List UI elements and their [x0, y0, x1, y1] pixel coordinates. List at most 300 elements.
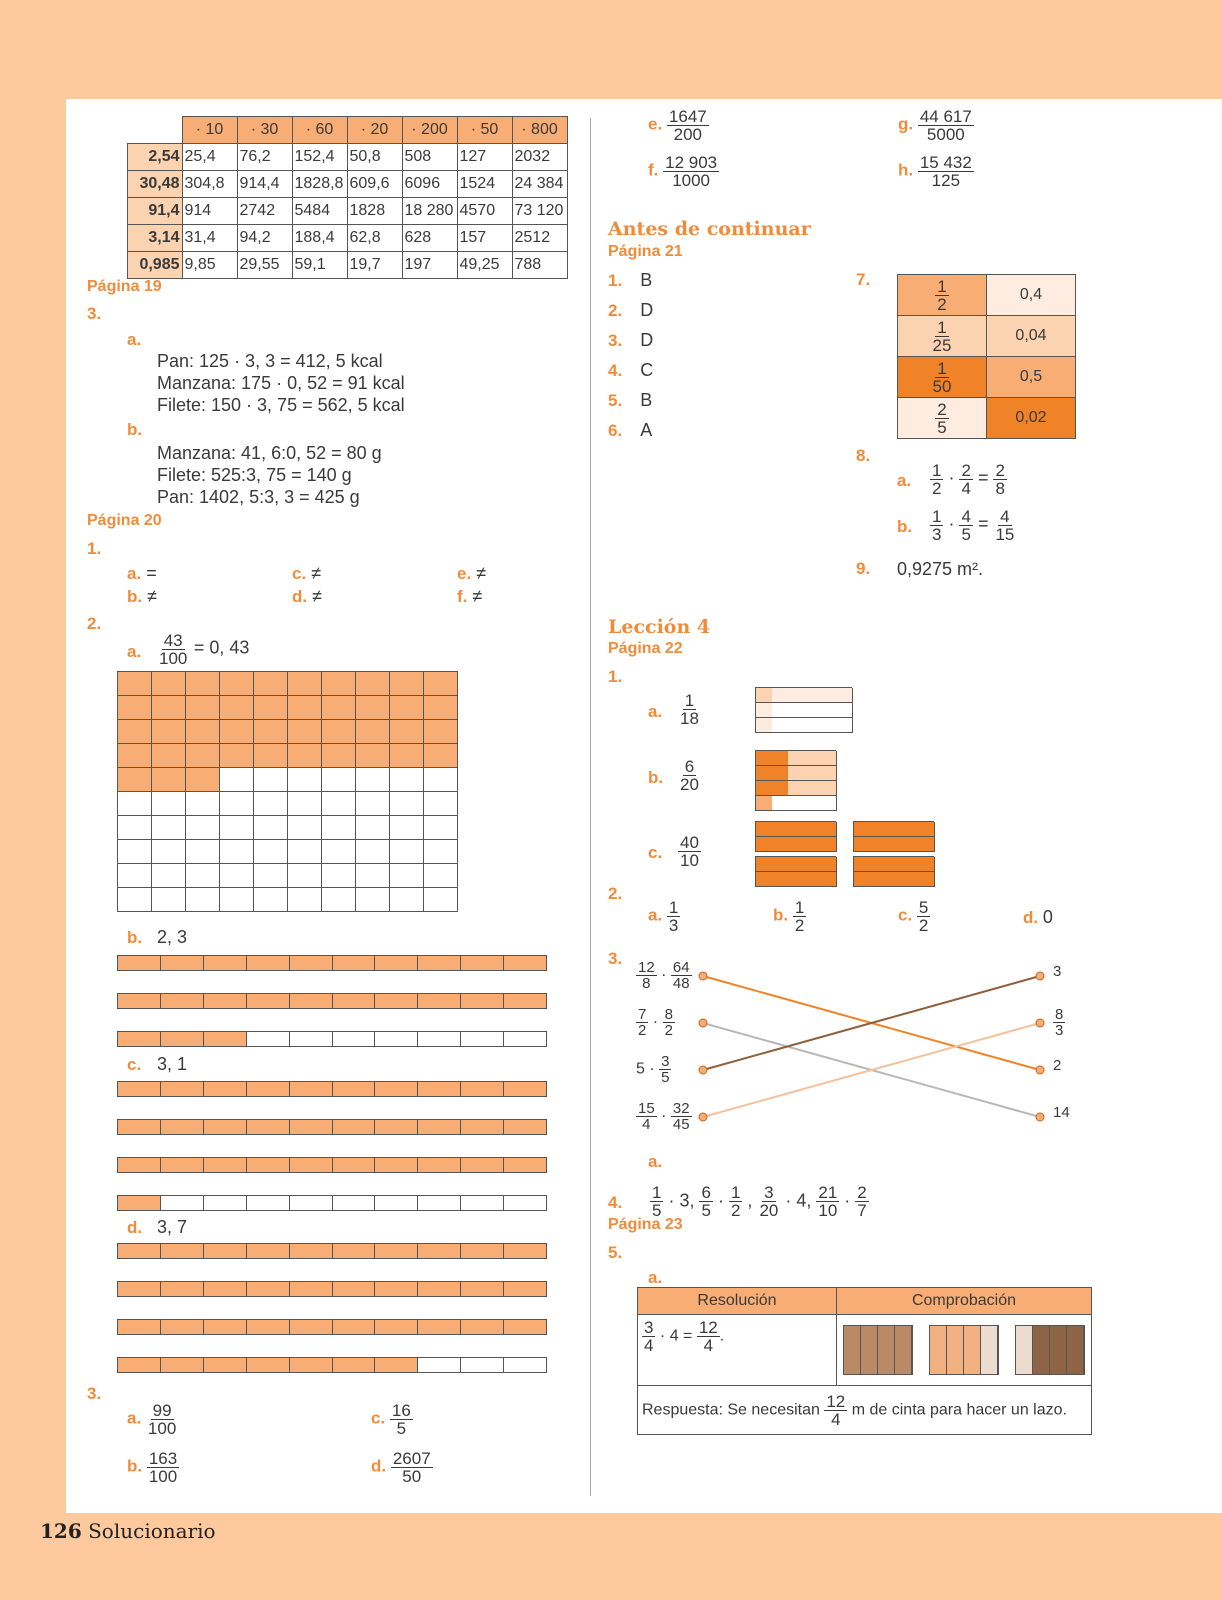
- matching-dot: [1036, 1066, 1044, 1074]
- table-cell: 157: [457, 225, 512, 252]
- grid-cell: [186, 864, 220, 888]
- bar-cell: [118, 1082, 161, 1096]
- mini-cell: [788, 837, 805, 852]
- mini-cell: [836, 718, 853, 733]
- bar-cell: [161, 1244, 204, 1258]
- mini-grid: [853, 856, 934, 887]
- numerator: 1: [668, 898, 679, 917]
- table-cell: 62,8: [347, 225, 402, 252]
- grid-cell: [390, 864, 424, 888]
- strip-cell: [878, 1326, 895, 1374]
- matching-left-item: [636, 1101, 692, 1132]
- answer-number: 5.: [608, 391, 623, 410]
- mini-cell: [836, 688, 853, 703]
- mini-cell: [804, 796, 821, 811]
- check-strip: [1015, 1325, 1085, 1375]
- mini-cell: [772, 837, 789, 852]
- operator: =: [972, 513, 994, 534]
- grid-cell: [152, 888, 186, 912]
- bar-cell: [161, 1082, 204, 1096]
- fraction: [918, 154, 974, 189]
- numerator: 12 903: [665, 153, 718, 172]
- right-top-fractions: [648, 108, 1048, 198]
- denominator: 2: [638, 1022, 647, 1039]
- fraction: [959, 508, 972, 543]
- answer-label: b.: [127, 587, 143, 606]
- bar-cell: [333, 994, 376, 1008]
- mini-cell: [804, 837, 821, 852]
- mini-cell: [918, 872, 935, 887]
- grid-cell: [118, 696, 152, 720]
- grid-cell: [424, 744, 458, 768]
- mini-cell: [804, 781, 821, 796]
- bar-cell: [290, 1244, 333, 1258]
- mini-cell: [804, 822, 821, 837]
- mini-cell: [756, 688, 773, 703]
- denominator: 1000: [672, 171, 711, 190]
- table-cell: 49,25: [457, 252, 512, 279]
- bar-cell: [461, 1282, 504, 1296]
- fraction-answer: [648, 108, 709, 143]
- mini-cell: [756, 857, 773, 872]
- numerator: 43: [163, 631, 183, 650]
- grid-cell: [288, 888, 322, 912]
- answer-value: B: [640, 390, 653, 410]
- bar-cell: [204, 1320, 247, 1334]
- fraction: [816, 1184, 839, 1219]
- grid-cell: [322, 720, 356, 744]
- mini-cell: [820, 688, 837, 703]
- bar-cell: [204, 1196, 247, 1210]
- bar-cell: [247, 994, 290, 1008]
- numerator: 2: [995, 461, 1005, 480]
- grid-cell: [424, 888, 458, 912]
- check-strip: [843, 1325, 913, 1375]
- answer-row: [608, 330, 653, 360]
- grid-cell: [322, 696, 356, 720]
- table-cell: 197: [402, 252, 457, 279]
- bar-cell: [418, 1282, 461, 1296]
- grid-cell: [220, 768, 254, 792]
- mini-cell: [772, 857, 789, 872]
- grid-cell: [254, 672, 288, 696]
- answer-label: d.: [371, 1456, 391, 1476]
- grid-cell: [356, 792, 390, 816]
- mini-cell: [820, 837, 837, 852]
- p19-item-a-label: a.: [127, 330, 142, 349]
- mini-cell: [756, 837, 773, 852]
- grid-cell: [220, 840, 254, 864]
- numerator: 64: [672, 959, 690, 976]
- fraction: [931, 360, 954, 395]
- fraction: [663, 154, 719, 189]
- p19-item-b-text: [157, 442, 382, 508]
- bar-cell: [504, 1196, 546, 1210]
- grid-cell: [118, 792, 152, 816]
- table-cell: 1828: [347, 198, 402, 225]
- answer-label: g.: [898, 114, 918, 134]
- operator: =: [972, 467, 994, 488]
- denominator: 2: [932, 479, 942, 498]
- grid-cell: [254, 792, 288, 816]
- grid-cell: [288, 816, 322, 840]
- bar-cell: [204, 1358, 247, 1372]
- numerator: 1: [932, 461, 942, 480]
- line: Filete: 525:3, 75 = 140 g: [157, 465, 352, 485]
- text-part: ·: [712, 1190, 729, 1211]
- grid-cell: [186, 768, 220, 792]
- mini-cell: [788, 751, 805, 766]
- table-cell: 914: [182, 198, 237, 225]
- q5-check-cell: [837, 1315, 1092, 1386]
- bar-cell: [290, 1158, 333, 1172]
- grid-cell: [118, 840, 152, 864]
- numerator: 8: [664, 1006, 673, 1023]
- matching-right-item: [1053, 1101, 1070, 1125]
- mini-cell: [756, 703, 773, 718]
- grid-cell: [288, 840, 322, 864]
- bar-cell: [204, 956, 247, 970]
- strip-cell: [895, 1326, 912, 1374]
- matching-dot: [699, 1019, 707, 1027]
- numerator: 4: [961, 507, 971, 526]
- bar-cell: [504, 1082, 546, 1096]
- grid-cell: [186, 840, 220, 864]
- answer-value: ≠: [142, 586, 157, 606]
- bar-cell: [118, 1358, 161, 1372]
- grid-cell: [424, 672, 458, 696]
- page-number: 126: [40, 1519, 82, 1543]
- grid-cell: [288, 744, 322, 768]
- p20-q2c-value: 3, 1: [157, 1054, 188, 1074]
- q8a-expression: [930, 462, 1007, 497]
- bar-cell: [375, 1282, 418, 1296]
- footer: [40, 1519, 216, 1543]
- number: 14: [1053, 1104, 1070, 1121]
- table-cell: 25,4: [182, 144, 237, 171]
- mini-cell: [788, 718, 805, 733]
- multiplication-table: [127, 116, 568, 279]
- fraction-answer: [898, 154, 974, 189]
- grid-cell: [424, 840, 458, 864]
- bar-cell: [461, 1244, 504, 1258]
- mini-cell: [804, 751, 821, 766]
- l-q1a-fraction: [678, 692, 701, 727]
- bar-cell: [118, 1282, 161, 1296]
- equation: · 4 =: [659, 1327, 693, 1345]
- bar-strip: [117, 1319, 547, 1335]
- table-row: [128, 198, 568, 225]
- q7-value-cell: 0,4: [987, 275, 1076, 316]
- numerator: 1: [652, 1183, 662, 1202]
- table-cell: 19,7: [347, 252, 402, 279]
- denominator: 5: [701, 1201, 711, 1220]
- mini-cell: [756, 822, 773, 837]
- bar-cell: [375, 1120, 418, 1134]
- denominator: 4: [961, 479, 971, 498]
- bar-cell: [161, 994, 204, 1008]
- grid-cell: [322, 888, 356, 912]
- table-cell: 73 120: [512, 198, 567, 225]
- bars-3-1: [117, 1081, 547, 1233]
- grid-cell: [356, 744, 390, 768]
- p19-question-3: 3.: [87, 304, 102, 323]
- strip-cell: [1033, 1326, 1050, 1374]
- grid-cell: [424, 864, 458, 888]
- denominator: 2: [937, 294, 947, 314]
- bar-cell: [161, 1196, 204, 1210]
- mini-cell: [804, 872, 821, 887]
- bar-cell: [418, 1196, 461, 1210]
- bars-3-7: [117, 1243, 547, 1395]
- numerator: 1647: [668, 107, 707, 126]
- bar-cell: [418, 1082, 461, 1096]
- answer-value: A: [640, 420, 653, 440]
- p20-q2a-label: a.: [127, 642, 142, 661]
- mini-cell: [870, 822, 887, 837]
- p20-q2d-label: d.: [127, 1218, 143, 1237]
- strip-cell: [947, 1326, 964, 1374]
- leccion-title: Lección 4: [608, 616, 711, 638]
- answer-value: B: [640, 270, 653, 290]
- denominator: 18: [680, 709, 699, 728]
- bar-cell: [247, 1120, 290, 1134]
- mini-cell: [870, 872, 887, 887]
- bar-cell: [118, 1196, 161, 1210]
- q8b-label: b.: [897, 517, 913, 536]
- bar-cell: [461, 1358, 504, 1372]
- answer-label: a.: [648, 905, 667, 925]
- matching-right-item: [1053, 1054, 1061, 1078]
- l-q2-answers: [648, 899, 1088, 939]
- antes-title: Antes de continuar: [608, 218, 811, 240]
- q9-label: 9.: [856, 559, 871, 578]
- bar-cell: [418, 1158, 461, 1172]
- bar-cell: [375, 1320, 418, 1334]
- fraction-answer: [898, 108, 974, 143]
- denominator: 2: [664, 1022, 673, 1039]
- matching-dot: [699, 1066, 707, 1074]
- answer-value: D: [640, 300, 654, 320]
- bar-cell: [290, 1320, 333, 1334]
- fraction: [993, 462, 1006, 497]
- numerator: 2607: [392, 1449, 431, 1468]
- strip-cell: [964, 1326, 981, 1374]
- grid-cell: [186, 672, 220, 696]
- table-cell: 127: [457, 144, 512, 171]
- denominator: 8: [642, 975, 651, 992]
- bars-2-3: [117, 955, 547, 1069]
- number: 2: [1053, 1057, 1062, 1074]
- table-cell: 1524: [457, 171, 512, 198]
- denominator: 4: [642, 1116, 651, 1133]
- grid-cell: [424, 816, 458, 840]
- bar-cell: [375, 994, 418, 1008]
- bar-cell: [333, 1244, 376, 1258]
- mini-cell: [756, 781, 773, 796]
- denominator: 100: [148, 1467, 178, 1486]
- answer-value: ≠: [307, 586, 322, 606]
- grid-cell: [186, 744, 220, 768]
- bar-cell: [161, 1158, 204, 1172]
- numerator: 6: [701, 1183, 711, 1202]
- fraction: [671, 960, 692, 991]
- grid-cell: [186, 720, 220, 744]
- grid-cell: [390, 816, 424, 840]
- grid-cell: [390, 744, 424, 768]
- denominator: 10: [680, 851, 699, 870]
- grid-cell: [254, 816, 288, 840]
- strip-cell: [930, 1326, 947, 1374]
- grid-cell: [288, 720, 322, 744]
- fraction: [855, 1184, 868, 1219]
- grid-cell: [288, 864, 322, 888]
- fraction: [918, 108, 974, 143]
- table-header: · 800: [512, 117, 567, 144]
- table-header: · 200: [402, 117, 457, 144]
- bar-cell: [504, 1032, 546, 1046]
- answer-value: ≠: [471, 563, 487, 583]
- mini-grid: [853, 821, 934, 852]
- line: Pan: 125 · 3, 3 = 412, 5 kcal: [157, 351, 383, 371]
- bar-cell: [204, 1282, 247, 1296]
- mini-cell: [756, 766, 773, 781]
- answer-row: [608, 420, 653, 450]
- bar-cell: [504, 1282, 546, 1296]
- grid-cell: [220, 720, 254, 744]
- number: 3: [1053, 963, 1062, 980]
- bar-cell: [290, 1120, 333, 1134]
- mini-cell: [804, 718, 821, 733]
- table-cell: 152,4: [292, 144, 347, 171]
- numerator: 163: [148, 1449, 178, 1468]
- grid-cell: [424, 696, 458, 720]
- answer-row: [608, 270, 653, 300]
- matching-left-item: [636, 1007, 675, 1038]
- answer-label: e.: [648, 114, 667, 134]
- denominator: 2: [794, 916, 805, 935]
- matching-right-item: [1053, 960, 1061, 984]
- grid-cell: [254, 888, 288, 912]
- l-q1-label: 1.: [608, 667, 623, 686]
- bar-cell: [418, 1120, 461, 1134]
- fraction: [1053, 1007, 1065, 1038]
- q5-table-wrapper: [637, 1287, 1092, 1435]
- grid-cell: [220, 696, 254, 720]
- table-cell: 508: [402, 144, 457, 171]
- bar-cell: [333, 1120, 376, 1134]
- denominator: 3: [668, 916, 679, 935]
- mini-cell: [788, 781, 805, 796]
- p20-q2b-label: b.: [127, 928, 143, 947]
- bar-cell: [247, 1082, 290, 1096]
- fraction: [157, 632, 189, 667]
- multiplication-table-wrapper: [127, 116, 568, 279]
- numerator: 40: [680, 833, 699, 852]
- bar-cell: [375, 1158, 418, 1172]
- grid-cell: [220, 888, 254, 912]
- q3-answer: [371, 1450, 433, 1485]
- l-q1c-fraction: [678, 834, 701, 869]
- q1-answer: [127, 586, 157, 607]
- fraction: [793, 899, 806, 934]
- mini-cell: [804, 688, 821, 703]
- table-cell: 2032: [512, 144, 567, 171]
- numerator: 1: [684, 691, 695, 710]
- q7-row: [898, 316, 1076, 357]
- bar-cell: [504, 956, 546, 970]
- fraction: [667, 108, 709, 143]
- matching-diagram: [630, 955, 1100, 1135]
- grid-cell: [118, 672, 152, 696]
- bar-cell: [504, 1158, 546, 1172]
- bar-strip: [117, 1357, 547, 1373]
- mini-grid: [755, 856, 836, 887]
- p20-q2d-value: 3, 7: [157, 1217, 188, 1237]
- table-cell: 18 280: [402, 198, 457, 225]
- bar-strip: [117, 955, 547, 971]
- bar-cell: [418, 956, 461, 970]
- q9-value: 0,9275 m².: [897, 559, 984, 579]
- bar-cell: [461, 1320, 504, 1334]
- grid-cell: [356, 720, 390, 744]
- mini-cell: [772, 703, 789, 718]
- answer-label: c.: [898, 905, 917, 925]
- grid-cell: [118, 720, 152, 744]
- mini-cell: [854, 837, 871, 852]
- q5-head-resolucion: Resolución: [638, 1288, 837, 1315]
- numerator: 15 432: [919, 153, 972, 172]
- answer-label: f.: [648, 160, 664, 180]
- q5-table: [637, 1287, 1092, 1435]
- bar-cell: [204, 1032, 247, 1046]
- grid-cell: [322, 864, 356, 888]
- table-cell: 76,2: [237, 144, 292, 171]
- grid-cell: [152, 768, 186, 792]
- mini-cell: [870, 837, 887, 852]
- answer-value: 0: [1042, 907, 1053, 927]
- answer-label: d.: [1023, 908, 1043, 927]
- mini-cell: [918, 837, 935, 852]
- numerator: 21: [818, 1183, 838, 1202]
- p20-question-1: 1.: [87, 539, 102, 558]
- denominator: 5000: [926, 125, 965, 144]
- numerator: 8: [1055, 1006, 1064, 1023]
- grid-cell: [356, 864, 390, 888]
- bar-cell: [118, 1120, 161, 1134]
- l-q4-expression: [650, 1184, 869, 1219]
- grid-cell: [322, 840, 356, 864]
- fraction: [935, 278, 948, 313]
- grid-cell: [356, 888, 390, 912]
- grid-cell: [152, 720, 186, 744]
- table-cell: 6096: [402, 171, 457, 198]
- bar-cell: [247, 956, 290, 970]
- answer-label: b.: [773, 905, 793, 925]
- q7-value-cell: 0,02: [987, 398, 1076, 439]
- denominator: 5: [652, 1201, 662, 1220]
- mini-cell: [788, 822, 805, 837]
- mini-cell: [804, 766, 821, 781]
- bar-cell: [333, 1032, 376, 1046]
- bar-cell: [461, 1082, 504, 1096]
- grid-cell: [118, 816, 152, 840]
- answer-row: [608, 390, 653, 420]
- grid-cell: [152, 840, 186, 864]
- denominator: 100: [147, 1419, 177, 1438]
- mini-cell: [902, 857, 919, 872]
- fraction: [659, 1054, 671, 1085]
